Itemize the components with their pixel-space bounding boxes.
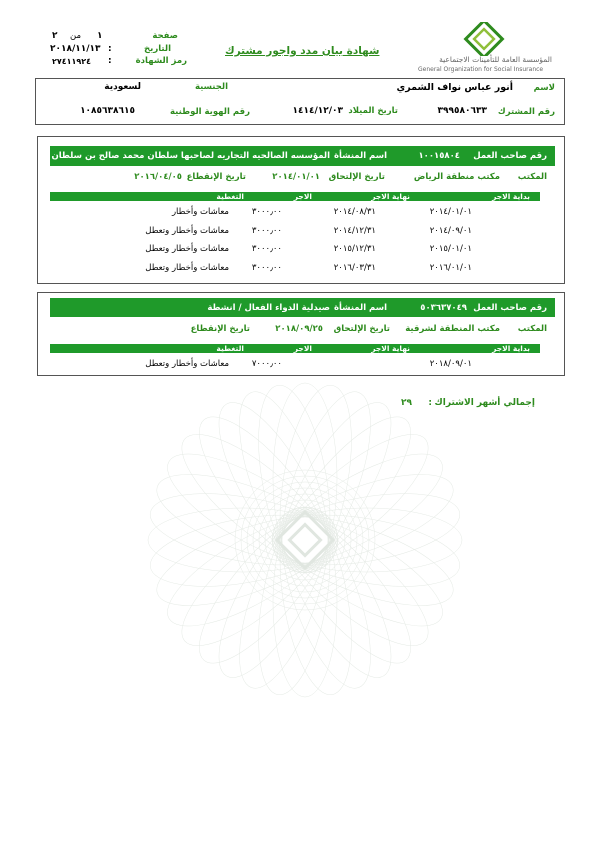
row-wage: ٧٠٠٠٫٠٠: [251, 359, 282, 369]
employer-2-join-value: ٢٠١٨/٠٩/٢٥: [275, 324, 323, 334]
guilloche-watermark: [140, 375, 470, 705]
employer-2-end-label: تاريخ الإنقطاع: [190, 324, 250, 334]
nationality-value: لسعودية: [104, 82, 141, 92]
employer-1-end-value: ٢٠١٦/٠٤/٠٥: [134, 172, 182, 182]
subscriber-name-value: أنور عباس نواف الشمري: [396, 82, 513, 93]
subscriber-no-value: ٣٩٩٥٨٠٦٣٣: [437, 106, 487, 116]
row-wage-end: ٢٠١٥/١٢/٣١: [333, 244, 376, 254]
employer-2-header-bar: [50, 298, 555, 317]
col-wage-start: بداية الاجر: [492, 344, 530, 353]
employer-1-join-value: ٢٠١٤/٠١/٠١: [272, 172, 320, 182]
row-coverage: معاشات وأخطار: [171, 207, 229, 217]
watermark-logo-icon: [277, 512, 334, 569]
org-name-en: General Organization for Social Insurance: [418, 66, 544, 73]
employer-1-header-bar: [50, 146, 555, 166]
total-months-value: ٢٩: [401, 398, 412, 408]
date-label: التاريخ: [144, 44, 171, 54]
org-name-ar: المؤسسة العامة للتأمينات الاجتماعية: [439, 55, 552, 64]
col-wage: الاجر: [293, 192, 312, 201]
page-title: شهادة بيان مدد واجور مشترك: [225, 45, 380, 57]
row-wage-start: ٢٠١٥/٠١/٠١: [429, 244, 472, 254]
employer-1-establishment-label: اسم المنشأة: [333, 151, 387, 161]
date-value: ٢٠١٨/١١/١٣: [50, 44, 101, 54]
employer-2-no-label: رقم صاحب العمل: [473, 302, 547, 313]
org-emblem-icon: [460, 22, 508, 56]
row-wage-start: ٢٠١٦/٠١/٠١: [429, 263, 472, 273]
row-coverage: معاشات وأخطار وتعطل: [145, 226, 229, 236]
employer-1-establishment-value: المؤسسه الصالحيه التجاريه لصاحبها سلطان محمد صالح بن سلطان: [51, 151, 330, 161]
col-coverage: التغطية: [216, 192, 244, 201]
row-coverage: معاشات وأخطار وتعطل: [145, 263, 229, 273]
page-total: ٢: [52, 31, 58, 41]
employer-2-office-label: المكتب: [517, 324, 547, 334]
employer-1-end-label: تاريخ الإنقطاع: [186, 172, 246, 182]
org-logo: [410, 22, 560, 77]
row-wage: ٣٠٠٠٫٠٠: [251, 207, 282, 217]
birth-date-label: تاريخ الميلاد: [348, 106, 398, 116]
nationality-label: الجنسية: [195, 82, 228, 92]
page-current: ١: [97, 31, 103, 41]
employer-2-establishment-label: اسم المنشأة: [333, 302, 387, 313]
row-wage-start: ٢٠١٤/٠١/٠١: [429, 207, 472, 217]
employer-1-no-label: رقم صاحب العمل: [473, 151, 547, 161]
col-wage-start: بداية الاجر: [492, 192, 530, 201]
employer-2-office-value: مكتب المنطقة لشرقية: [405, 324, 500, 334]
employer-1-no-value: ١٠٠١٥٨٠٤: [418, 151, 460, 161]
employer-2-establishment-value: صيدلية الدواء الفعال / انشطة: [207, 302, 330, 313]
national-id-value: ١٠٨٥٦٣٨٦١٥: [80, 106, 135, 116]
page-of-label: من: [70, 31, 82, 41]
col-wage-end: نهاية الاجر: [371, 344, 410, 353]
employer-2-join-label: تاريخ الإلتحاق: [333, 324, 390, 334]
cert-code-label: رمز الشهادة: [135, 56, 187, 66]
page-label: صفحة: [152, 31, 178, 41]
row-coverage: معاشات وأخطار وتعطل: [145, 359, 229, 369]
employer-1-office-value: مكتب منطقة الرياض: [413, 172, 500, 182]
row-wage-end: ٢٠١٤/١٢/٣١: [333, 226, 376, 236]
national-id-label: رقم الهوية الوطنية: [170, 107, 250, 117]
row-wage: ٣٠٠٠٫٠٠: [251, 244, 282, 254]
col-coverage: التغطية: [216, 344, 244, 353]
total-months-label: إجمالي أشهر الاشتراك: [434, 398, 535, 408]
row-coverage: معاشات وأخطار وتعطل: [145, 244, 229, 254]
row-wage-start: ٢٠١٨/٠٩/٠١: [429, 359, 472, 369]
row-wage: ٣٠٠٠٫٠٠: [251, 263, 282, 273]
birth-date-value: ١٤١٤/١٢/٠٣: [292, 106, 343, 116]
col-wage-end: نهاية الاجر: [371, 192, 410, 201]
employer-1-office-label: المكتب: [517, 172, 547, 182]
col-wage: الاجر: [293, 344, 312, 353]
row-wage: ٣٠٠٠٫٠٠: [251, 226, 282, 236]
date-colon: :: [108, 44, 112, 54]
employer-1-join-label: تاريخ الإلتحاق: [328, 172, 385, 182]
total-months-colon: :: [428, 398, 432, 408]
row-wage-start: ٢٠١٤/٠٩/٠١: [429, 226, 472, 236]
employer-2-no-value: ٥٠٣٦٣٧٠٤٩: [420, 302, 467, 313]
subscriber-no-label: رقم المشترك: [497, 107, 555, 117]
employer-2-table-header: [50, 344, 540, 353]
employer-1-table-header: [50, 192, 540, 201]
cert-code-value: ٢٧٤١١٩٢٤: [52, 57, 92, 66]
cert-code-colon: :: [108, 56, 112, 66]
row-wage-end: ٢٠١٦/٠٣/٣١: [333, 263, 376, 273]
subscriber-name-label: لاسم: [533, 83, 555, 93]
row-wage-end: ٢٠١٤/٠٨/٣١: [333, 207, 376, 217]
